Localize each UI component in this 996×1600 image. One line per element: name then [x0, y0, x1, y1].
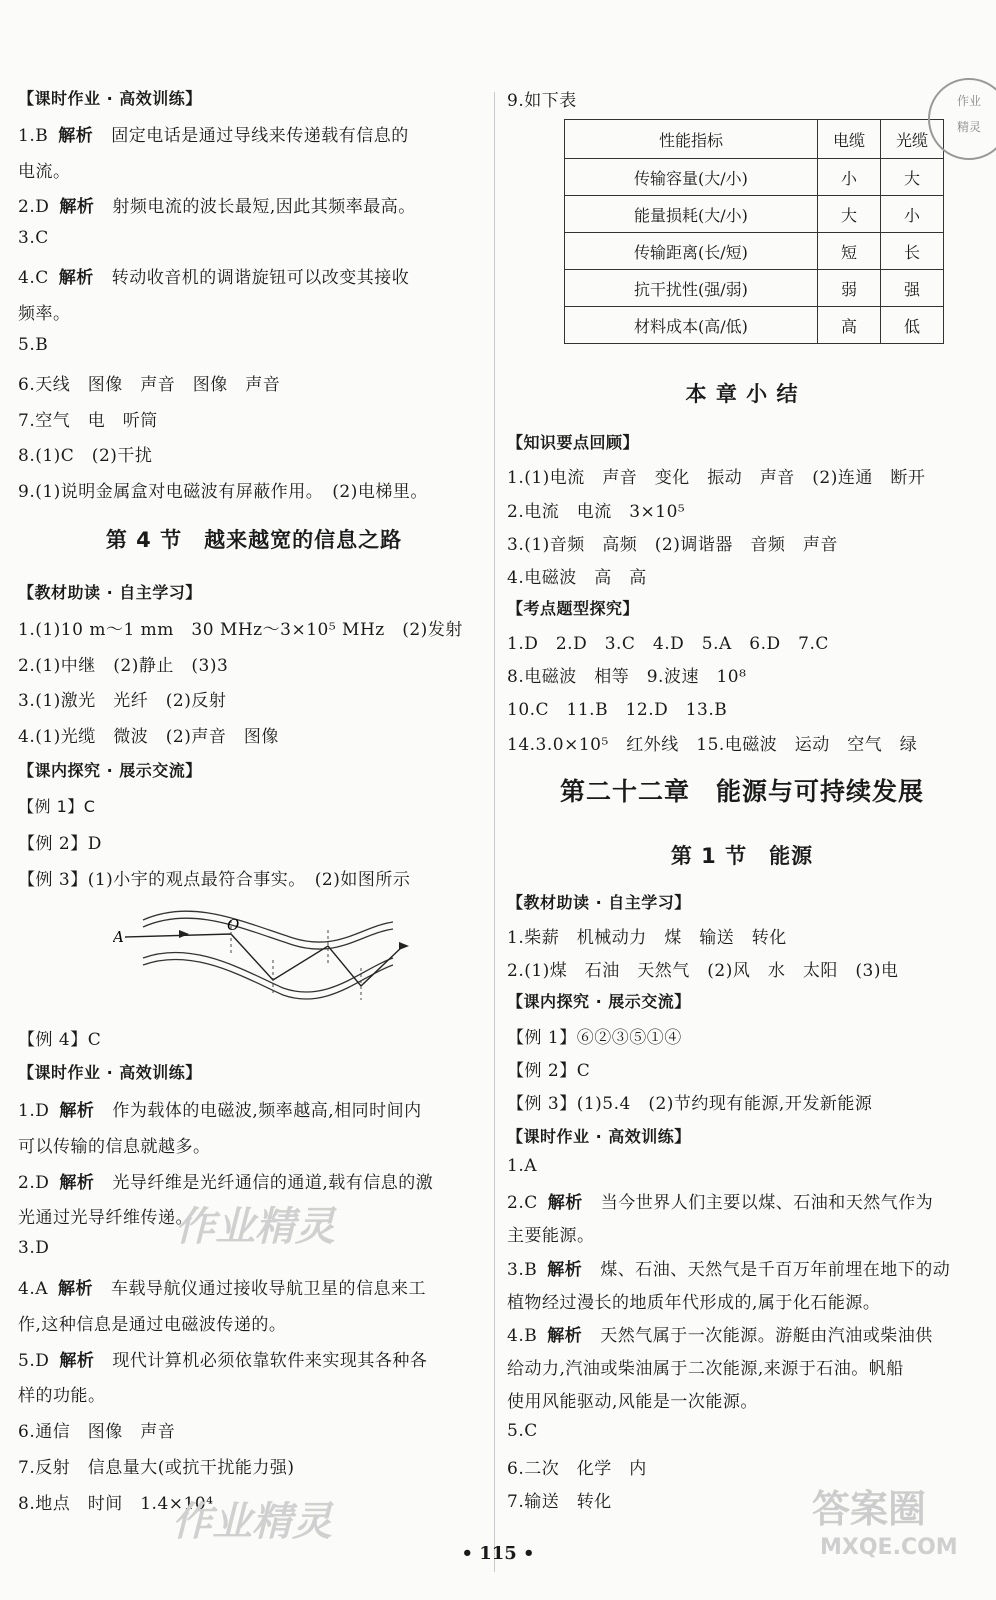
table-cell: 高 [818, 307, 881, 344]
answer-line: 给动力,汽油或柴油属于二次能源,来源于石油。帆船 [507, 1359, 904, 1379]
answer-line: 2.(1)煤 石油 天然气 (2)风 水 太阳 (3)电 [507, 961, 899, 981]
example-answer: 【例 1】C [18, 797, 96, 816]
table-header: 光缆 [881, 120, 944, 159]
chapter-summary-title: 本 章 小 结 [685, 382, 799, 406]
example-answer: 【例 2】D [18, 834, 102, 854]
table-header-row [565, 120, 944, 159]
column-divider [494, 92, 495, 1572]
answer-line: 6.通信 图像 声音 [18, 1422, 176, 1442]
table-cell: 弱 [818, 270, 881, 307]
table-row [565, 307, 944, 344]
performance-table [564, 119, 944, 344]
section-heading: 【课时作业 · 高效训练】 [18, 1063, 202, 1082]
answer-line: 6.二次 化学 内 [507, 1459, 647, 1479]
answer-line: 7.反射 信息量大(或抗干扰能力强) [18, 1458, 295, 1478]
answer-line: 4.C 解析 转动收音机的调谐旋钮可以改变其接收 [18, 268, 410, 288]
answer-line: 2.电流 电流 3×10⁵ [507, 502, 686, 522]
table-cell: 小 [818, 159, 881, 196]
table-cell: 材料成本(高/低) [565, 307, 818, 344]
answer-line: 1.(1)电流 声音 变化 振动 声音 (2)连通 断开 [507, 468, 926, 488]
answer-line: 2.D 解析 光导纤维是光纤通信的通道,载有信息的激 [18, 1173, 434, 1193]
answer-line: 5.C [507, 1421, 538, 1441]
table-header: 电缆 [818, 120, 881, 159]
answer-line: 主要能源。 [507, 1226, 595, 1246]
answer-line: 1.(1)10 m～1 mm 30 MHz～3×10⁵ MHz (2)发射 [18, 620, 463, 640]
answer-line: 5.B [18, 335, 49, 355]
answer-line: 可以传输的信息就越多。 [18, 1137, 211, 1157]
answer-line: 电流。 [18, 162, 71, 182]
answer-line: 1.A [507, 1156, 537, 1176]
table-row [565, 233, 944, 270]
answer-line: 2.(1)中继 (2)静止 (3)3 [18, 656, 229, 676]
answer-line: 作,这种信息是通过电磁波传递的。 [18, 1315, 287, 1335]
section-heading: 【课时作业 · 高效训练】 [507, 1127, 691, 1146]
answer-line: 3.C [18, 228, 49, 248]
section-title: 第 4 节 越来越宽的信息之路 [105, 528, 403, 552]
answer-line: 3.D [18, 1238, 50, 1258]
table-cell: 大 [881, 159, 944, 196]
answer-line: 样的功能。 [18, 1386, 106, 1406]
table-cell: 能量损耗(大/小) [565, 196, 818, 233]
watermark: 作业精灵 [172, 1499, 332, 1545]
answer-line: 8.(1)C (2)干扰 [18, 446, 153, 466]
answer-line: 3.B 解析 煤、石油、天然气是千百万年前埋在地下的动 [507, 1260, 951, 1280]
answer-line: 9.如下表 [507, 91, 577, 111]
stamp-logo: 作业 精灵 [928, 78, 996, 160]
section-heading: 【知识要点回顾】 [507, 433, 640, 452]
answer-line: 6.天线 图像 声音 图像 声音 [18, 375, 281, 395]
table-header: 性能指标 [565, 120, 818, 159]
answer-line: 3.(1)音频 高频 (2)调谐器 音频 声音 [507, 535, 838, 555]
answer-line: 4.电磁波 高 高 [507, 568, 647, 588]
watermark-site: 答案圈 [812, 1487, 927, 1531]
answer-line: 2.D 解析 射频电流的波长最短,因此其频率最高。 [18, 197, 416, 217]
table-cell: 短 [818, 233, 881, 270]
section-heading: 【课内探究 · 展示交流】 [18, 761, 202, 780]
watermark: 作业精灵 [175, 1204, 335, 1250]
table-cell: 抗干扰性(强/弱) [565, 270, 818, 307]
table-cell: 长 [881, 233, 944, 270]
answer-line: 7.空气 电 听筒 [18, 411, 158, 431]
answer-line: 4.B 解析 天然气属于一次能源。游艇由汽油或柴油供 [507, 1326, 933, 1346]
section-heading: 【教材助读 · 自主学习】 [18, 583, 202, 602]
example-answer: 【例 1】⑥②③⑤①④ [507, 1028, 682, 1048]
diagram-label-a: A [113, 928, 124, 946]
answer-line: 4.(1)光缆 微波 (2)声音 图像 [18, 727, 279, 747]
answer-line: 5.D 解析 现代计算机必须依靠软件来实现其各种各 [18, 1351, 428, 1371]
answer-line: 8.电磁波 相等 9.波速 10⁸ [507, 667, 747, 687]
section-heading: 【考点题型探究】 [507, 599, 640, 618]
answer-line: 4.A 解析 车载导航仪通过接收导航卫星的信息来工 [18, 1279, 426, 1299]
answer-line: 3.(1)激光 光纤 (2)反射 [18, 691, 227, 711]
answer-line: 使用风能驱动,风能是一次能源。 [507, 1392, 758, 1412]
example-answer: 【例 3】(1)小宇的观点最符合事实。 (2)如图所示 [18, 870, 411, 890]
table-cell: 传输距离(长/短) [565, 233, 818, 270]
watermark-url: MXQE.COM [820, 1535, 958, 1560]
section-heading: 【教材助读 · 自主学习】 [507, 893, 691, 912]
table-row [565, 159, 944, 196]
answer-line: 频率。 [18, 304, 71, 324]
table-cell: 小 [881, 196, 944, 233]
table-row [565, 196, 944, 233]
example-answer: 【例 3】(1)5.4 (2)节约现有能源,开发新能源 [507, 1094, 873, 1114]
answer-line: 7.输送 转化 [507, 1492, 612, 1512]
table-cell: 强 [881, 270, 944, 307]
answer-line: 植物经过漫长的地质年代形成的,属于化石能源。 [507, 1293, 881, 1313]
answer-line: 9.(1)说明金属盒对电磁波有屏蔽作用。 (2)电梯里。 [18, 482, 428, 502]
table-cell: 大 [818, 196, 881, 233]
table-row [565, 270, 944, 307]
answer-line: 1.D 2.D 3.C 4.D 5.A 6.D 7.C [507, 634, 829, 654]
optical-fiber-diagram [113, 900, 413, 1005]
answer-line: 1.D 解析 作为载体的电磁波,频率越高,相同时间内 [18, 1101, 422, 1121]
answer-line: 1.B 解析 固定电话是通过导线来传递载有信息的 [18, 126, 409, 146]
chapter-title: 第二十二章 能源与可持续发展 [559, 777, 924, 806]
section-heading: 【课时作业 · 高效训练】 [18, 89, 202, 108]
page-number: • 115 • [461, 1543, 535, 1564]
table-cell: 低 [881, 307, 944, 344]
answer-line: 14.3.0×10⁵ 红外线 15.电磁波 运动 空气 绿 [507, 735, 918, 755]
section-title: 第 1 节 能源 [670, 844, 814, 868]
table-cell: 传输容量(大/小) [565, 159, 818, 196]
example-answer: 【例 2】C [507, 1061, 591, 1081]
answer-line: 光通过光导纤维传递。 [18, 1208, 193, 1228]
answer-line: 2.C 解析 当今世界人们主要以煤、石油和天然气作为 [507, 1193, 934, 1213]
diagram-label-o: O [227, 916, 240, 934]
section-heading: 【课内探究 · 展示交流】 [507, 992, 691, 1011]
answer-line: 10.C 11.B 12.D 13.B [507, 700, 728, 720]
example-answer: 【例 4】C [18, 1030, 102, 1050]
answer-line: 1.柴薪 机械动力 煤 输送 转化 [507, 928, 787, 948]
answer-line: 8.地点 时间 1.4×10⁴ [18, 1494, 214, 1514]
